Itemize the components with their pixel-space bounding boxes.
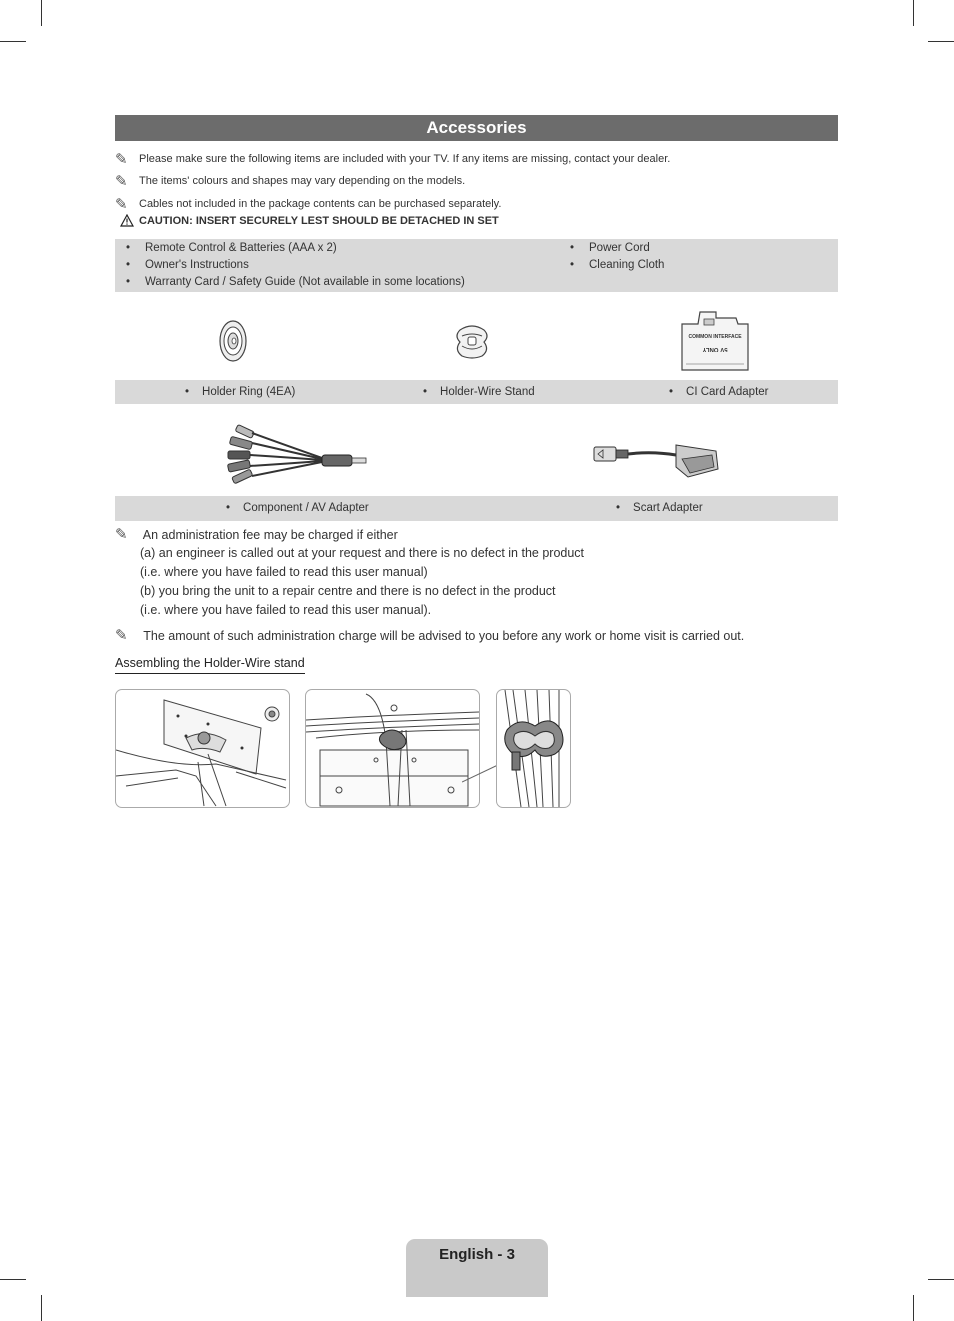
ci-label-common-interface: COMMON INTERFACE	[688, 334, 742, 340]
assembly-figure-1	[115, 689, 290, 808]
ci-label-5v-only: 5V ONLY	[702, 346, 728, 352]
charge-note	[115, 626, 744, 644]
holder-ring-image	[215, 318, 251, 364]
assembly-figure-3	[496, 689, 571, 808]
holder-wire-stand-image	[452, 322, 492, 360]
note-text: Cables not included in the package contents can be purchased separately.	[139, 198, 502, 210]
note-2	[115, 172, 465, 190]
caption-ci-card-adapter: • CI Card Adapter	[669, 380, 769, 404]
admin-fee-line: (i.e. where you have failed to read this user manual).	[140, 603, 432, 617]
note-pen-icon: ✎	[115, 196, 128, 213]
page-label: English - 3	[439, 1246, 515, 1263]
note-pen-icon: ✎	[115, 151, 128, 168]
ci-card-adapter-image	[678, 310, 750, 372]
caption-holder-ring: • Holder Ring (4EA)	[185, 380, 295, 404]
admin-fee-note	[115, 525, 398, 543]
note-text: Please make sure the following items are included with your TV. If any items are missing, contact your dealer.	[139, 153, 671, 165]
admin-fee-line: (b) you bring the unit to a repair centre and there is no defect in the product	[140, 584, 556, 598]
list-item: • Cleaning Cloth	[570, 257, 664, 274]
list-item: • Remote Control & Batteries (AAA x 2)	[126, 240, 465, 257]
admin-fee-lead: An administration fee may be charged if either	[142, 528, 398, 542]
assembly-figure-2	[305, 689, 480, 808]
caption-component-av-adapter: • Component / AV Adapter	[226, 496, 369, 520]
note-pen-icon: ✎	[115, 173, 128, 190]
note-pen-icon: ✎	[115, 627, 128, 644]
caption-scart-adapter: • Scart Adapter	[616, 496, 703, 520]
page-title: Accessories	[115, 115, 838, 141]
page-number-tab	[406, 1239, 548, 1297]
caution-text: CAUTION: INSERT SECURELY LEST SHOULD BE DETACHED IN SET	[139, 214, 499, 227]
caution-triangle-icon	[115, 214, 139, 227]
list-item: • Power Cord	[570, 240, 664, 257]
assembly-heading: Assembling the Holder-Wire stand	[115, 656, 305, 674]
caption-holder-wire-stand: • Holder-Wire Stand	[423, 380, 535, 404]
items-list-left	[126, 240, 465, 291]
note-3	[115, 195, 501, 213]
list-item: • Owner's Instructions	[126, 257, 465, 274]
charge-note-text: The amount of such administration charge will be advised to you before any work or home visit is carried out.	[143, 629, 745, 643]
row2-caption-band	[115, 496, 838, 521]
scart-adapter-image	[592, 433, 722, 481]
admin-fee-line: (i.e. where you have failed to read this user manual)	[140, 565, 428, 579]
component-av-adapter-image	[222, 424, 368, 486]
note-1	[115, 150, 670, 168]
note-text: The items' colours and shapes may vary depending on the models.	[139, 175, 466, 187]
items-list-right	[570, 240, 664, 274]
admin-fee-line: (a) an engineer is called out at your request and there is no defect in the product	[140, 546, 585, 560]
list-item: • Warranty Card / Safety Guide (Not available in some locations)	[126, 274, 465, 291]
caution-note	[115, 214, 499, 227]
note-pen-icon: ✎	[115, 526, 128, 543]
